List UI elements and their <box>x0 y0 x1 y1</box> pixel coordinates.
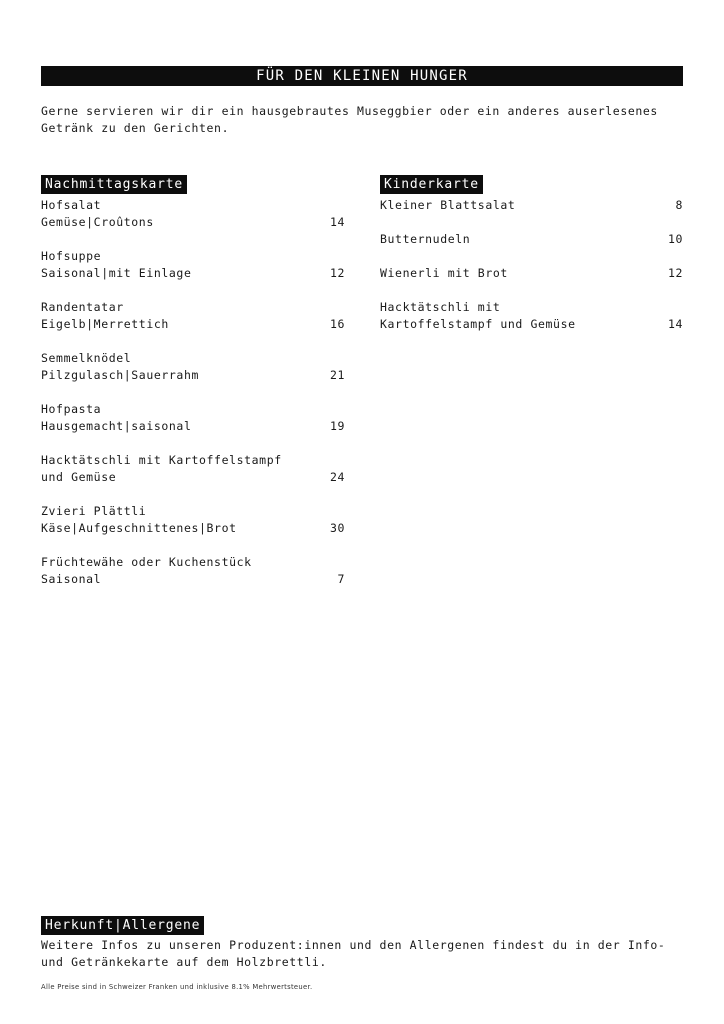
menu-item-price: 24 <box>329 470 345 484</box>
menu-item <box>41 299 345 333</box>
menu-item-price: 16 <box>329 317 345 331</box>
menu-item-name: Semmelknödel <box>41 351 132 365</box>
menu-item-description: Kartoffelstampf und Gemüse <box>380 317 576 331</box>
menu-item <box>41 503 345 537</box>
menu-item <box>41 350 345 384</box>
price-disclaimer: Alle Preise sind in Schweizer Franken und inklusive 8.1% Mehrwertsteuer. <box>41 983 313 991</box>
menu-item-description: Hausgemacht|saisonal <box>41 419 192 433</box>
kinderkarte-heading: Kinderkarte <box>380 175 483 194</box>
menu-item <box>380 265 683 282</box>
nachmittagskarte-heading: Nachmittagskarte <box>41 175 187 194</box>
menu-item-description: Käse|Aufgeschnittenes|Brot <box>41 521 237 535</box>
menu-item-price: 14 <box>667 317 683 331</box>
menu-item-name: Hacktätschli mit <box>380 300 501 314</box>
menu-item-name: Hofsuppe <box>41 249 102 263</box>
menu-item-name: Hofpasta <box>41 402 102 416</box>
menu-item-description: Saisonal|mit Einlage <box>41 266 192 280</box>
menu-item-name: Kleiner Blattsalat <box>380 198 516 212</box>
kinderkarte-section <box>380 175 683 350</box>
menu-item <box>380 231 683 248</box>
intro-text: Gerne servieren wir dir ein hausgebrautes Museggbier oder ein anderes auserlesenes Getränk zu den Gerichten. <box>41 104 658 135</box>
nachmittagskarte-section <box>41 175 345 605</box>
menu-title: FÜR DEN KLEINEN HUNGER <box>256 68 468 84</box>
menu-item-name: Wienerli mit Brot <box>380 266 508 280</box>
menu-item-price: 21 <box>329 368 345 382</box>
herkunft-allergene-section <box>41 916 204 935</box>
menu-item-name: Randentatar <box>41 300 124 314</box>
menu-item-description: und Gemüse <box>41 470 117 484</box>
menu-item-price: 19 <box>329 419 345 433</box>
menu-item-price: 30 <box>329 521 345 535</box>
menu-item <box>41 452 345 486</box>
menu-item-name: Butternudeln <box>380 232 471 246</box>
menu-item-name: Früchtewähe oder Kuchenstück <box>41 555 252 569</box>
menu-item <box>41 248 345 282</box>
menu-item-price: 12 <box>667 266 683 280</box>
menu-title-bar <box>41 66 683 86</box>
menu-item <box>380 299 683 333</box>
herkunft-allergene-heading: Herkunft|Allergene <box>41 916 204 935</box>
menu-item-name: Hofsalat <box>41 198 102 212</box>
footer-info-text: Weitere Infos zu unseren Produzent:innen und den Allergenen findest du in der Info- und Getränkekarte auf dem Holzbrettli. <box>41 938 666 969</box>
menu-item <box>41 554 345 588</box>
menu-item-price: 10 <box>667 232 683 246</box>
menu-item-description: Saisonal <box>41 572 102 586</box>
menu-item-description: Gemüse|Croûtons <box>41 215 154 229</box>
menu-item-name: Zvieri Plättli <box>41 504 147 518</box>
menu-item-price: 12 <box>329 266 345 280</box>
menu-item-price: 7 <box>337 572 345 586</box>
menu-item-description: Pilzgulasch|Sauerrahm <box>41 368 199 382</box>
menu-item-price: 14 <box>329 215 345 229</box>
menu-item <box>41 401 345 435</box>
menu-item-price: 8 <box>675 198 683 212</box>
menu-item-description: Eigelb|Merrettich <box>41 317 169 331</box>
menu-item <box>41 197 345 231</box>
menu-item <box>380 197 683 214</box>
menu-item-name: Hacktätschli mit Kartoffelstampf <box>41 453 282 467</box>
